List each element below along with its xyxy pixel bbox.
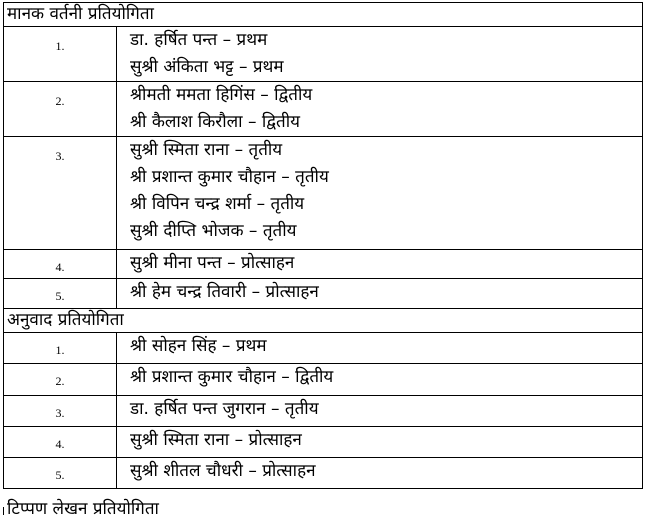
award-row (4, 279, 643, 309)
serial-number: 1. (55, 343, 65, 357)
winner-entry: श्री विपिन चन्द्र शर्मा – तृतीय (130, 194, 305, 214)
serial-number-cell (4, 364, 117, 396)
serial-number: 3. (55, 406, 65, 420)
winner-entry: श्री प्रशान्त कुमार चौहान – तृतीय (130, 167, 329, 187)
winner-entry: श्री कैलाश किरौला – द्वितीय (130, 112, 300, 132)
serial-number-cell (4, 27, 117, 82)
section-title: मानक वर्तनी प्रतियोगिता (4, 3, 643, 27)
winner-entry: सुश्री शीतल चौधरी – प्रोत्साहन (130, 461, 316, 481)
serial-number-cell (4, 333, 117, 364)
award-row (4, 137, 643, 250)
winner-entry: सुश्री अंकिता भट्ट – प्रथम (130, 57, 284, 77)
winner-entry: सुश्री दीप्ति भोजक – तृतीय (130, 221, 297, 241)
award-row (4, 364, 643, 396)
section-title: अनुवाद प्रतियोगिता (4, 309, 643, 333)
winners-cell (117, 250, 643, 279)
serial-number: 3. (55, 149, 65, 163)
award-row (4, 427, 643, 458)
winner-entry: श्री हेम चन्द्र तिवारी – प्रोत्साहन (130, 282, 319, 302)
section-title-row (4, 3, 643, 27)
serial-number: 5. (55, 289, 65, 303)
winners-cell (117, 396, 643, 427)
winner-entry: श्री प्रशान्त कुमार चौहान – द्वितीय (130, 367, 334, 387)
winner-entry: सुश्री स्मिता राना – तृतीय (130, 140, 283, 160)
winners-cell (117, 137, 643, 250)
award-row (4, 27, 643, 82)
serial-number-cell (4, 137, 117, 250)
winner-entry: श्रीमती ममता हिगिंस – द्वितीय (130, 85, 313, 105)
serial-number: 2. (55, 374, 65, 388)
winners-cell (117, 333, 643, 364)
winners-cell (117, 27, 643, 82)
serial-number: 2. (55, 94, 65, 108)
winners-cell (117, 82, 643, 137)
serial-number-cell (4, 279, 117, 309)
winner-entry: डा. हर्षित पन्त जुगरान – तृतीय (130, 399, 319, 419)
clipped-section-row (3, 499, 643, 519)
awards-table (3, 2, 643, 489)
award-row (4, 458, 643, 489)
award-row (4, 396, 643, 427)
serial-number-cell (4, 396, 117, 427)
winner-entry: सुश्री मीना पन्त – प्रोत्साहन (130, 253, 295, 273)
award-row (4, 250, 643, 279)
winner-entry: सुश्री स्मिता राना – प्रोत्साहन (130, 430, 302, 450)
serial-number: 4. (55, 437, 65, 451)
serial-number-cell (4, 427, 117, 458)
serial-number-cell (4, 250, 117, 279)
award-row (4, 333, 643, 364)
award-row (4, 82, 643, 137)
awards-table-body (4, 3, 643, 489)
winners-cell (117, 427, 643, 458)
serial-number: 5. (55, 468, 65, 482)
winners-cell (117, 279, 643, 309)
winner-entry: डा. हर्षित पन्त – प्रथम (130, 30, 268, 50)
serial-number: 1. (55, 39, 65, 53)
winners-cell (117, 364, 643, 396)
serial-number-cell (4, 82, 117, 137)
clipped-section-title: टिप्पण लेखन प्रतियोगिता (7, 499, 159, 519)
winners-cell (117, 458, 643, 489)
section-title-row (4, 309, 643, 333)
serial-number: 4. (55, 260, 65, 274)
serial-number-cell (4, 458, 117, 489)
winner-entry: श्री सोहन सिंह – प्रथम (130, 336, 267, 356)
